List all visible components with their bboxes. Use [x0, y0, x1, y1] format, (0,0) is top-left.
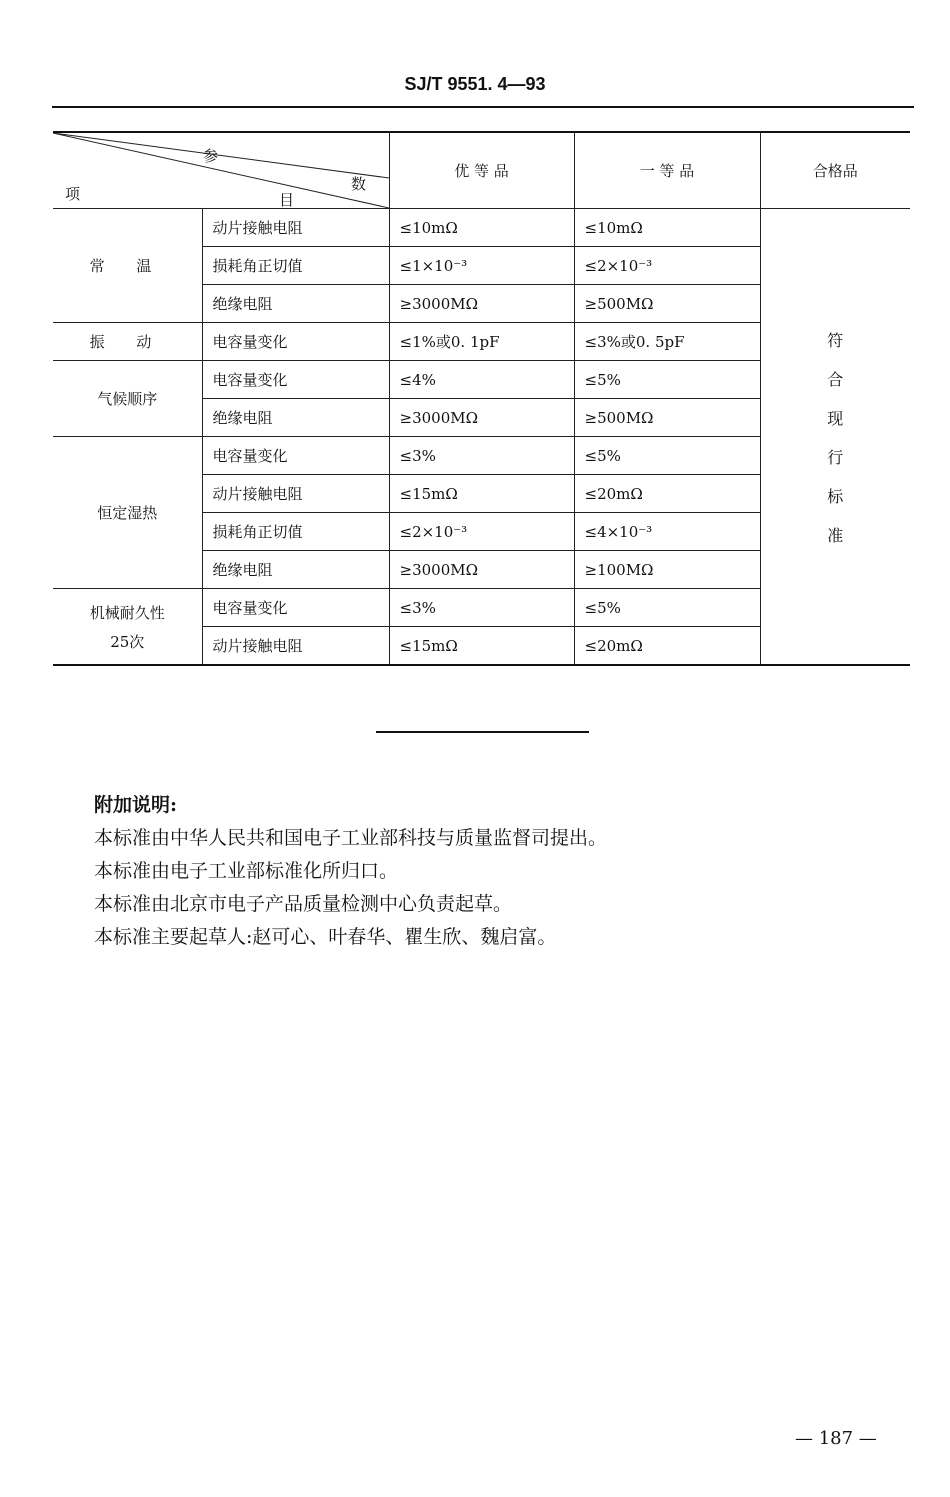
param-cell: 损耗角正切值 — [202, 513, 389, 551]
premium-value: ≤15mΩ — [389, 475, 574, 513]
param-cell: 绝缘电阻 — [202, 399, 389, 437]
group-label-line1: 机械耐久性 — [89, 603, 165, 622]
notes-line: 本标准主要起草人:赵可心、叶春华、瞿生欣、魏启富。 — [94, 926, 557, 948]
notes-line: 本标准由电子工业部标准化所归口。 — [94, 860, 399, 882]
spec-table — [53, 131, 910, 666]
qualified-char: 行 — [827, 447, 844, 467]
first-grade-value: ≤20mΩ — [574, 475, 760, 513]
first-grade-value: ≤20mΩ — [574, 627, 760, 666]
premium-value: ≥3000MΩ — [389, 399, 574, 437]
notes-line: 本标准由北京市电子产品质量检测中心负责起草。 — [94, 893, 513, 915]
first-grade-value: ≤10mΩ — [574, 209, 760, 247]
diag-label-top: 参 — [203, 147, 219, 165]
diagonal-header-cell — [53, 132, 389, 209]
first-grade-value: ≥100MΩ — [574, 551, 760, 589]
group-label: 气候顺序 — [53, 361, 202, 437]
param-cell: 损耗角正切值 — [202, 247, 389, 285]
param-cell: 电容量变化 — [202, 323, 389, 361]
group-label: 振 动 — [53, 323, 202, 361]
qualified-char: 现 — [827, 408, 844, 428]
premium-value: ≥3000MΩ — [389, 285, 574, 323]
group-label-line2: 25次 — [110, 632, 145, 651]
qualified-char: 准 — [827, 525, 844, 545]
param-cell: 绝缘电阻 — [202, 551, 389, 589]
first-grade-value: ≤3%或0. 5pF — [574, 323, 760, 361]
first-grade-value: ≤5% — [574, 361, 760, 399]
premium-value: ≤1×10⁻³ — [389, 247, 574, 285]
qualified-char: 合 — [827, 369, 844, 389]
first-grade-value: ≥500MΩ — [574, 399, 760, 437]
param-cell: 电容量变化 — [202, 589, 389, 627]
col-header-premium: 优 等 品 — [389, 132, 574, 209]
notes-title: 附加说明: — [94, 794, 178, 816]
premium-value: ≤3% — [389, 437, 574, 475]
table-row — [53, 209, 910, 247]
group-label: 常 温 — [53, 209, 202, 323]
notes-line: 本标准由中华人民共和国电子工业部科技与质量监督司提出。 — [94, 827, 608, 849]
document-code-header: SJ/T 9551. 4—93 — [404, 74, 546, 94]
qualified-cell — [760, 209, 910, 666]
page-number: — 187 — — [795, 1428, 877, 1449]
header-rule — [52, 106, 914, 108]
qualified-char: 符 — [827, 330, 844, 350]
param-cell: 电容量变化 — [202, 361, 389, 399]
diag-label-left: 项 — [65, 185, 81, 203]
diag-label-right: 数 — [351, 175, 367, 193]
premium-value: ≤2×10⁻³ — [389, 513, 574, 551]
qualified-char: 标 — [827, 486, 844, 506]
first-grade-value: ≤2×10⁻³ — [574, 247, 760, 285]
col-header-first-grade: 一 等 品 — [574, 132, 760, 209]
first-grade-value: ≤5% — [574, 589, 760, 627]
param-cell: 动片接触电阻 — [202, 475, 389, 513]
table-header-row — [53, 132, 910, 209]
first-grade-value: ≤5% — [574, 437, 760, 475]
additional-notes — [94, 789, 607, 954]
section-divider — [376, 731, 589, 733]
first-grade-value: ≥500MΩ — [574, 285, 760, 323]
param-cell: 电容量变化 — [202, 437, 389, 475]
param-cell: 动片接触电阻 — [202, 627, 389, 666]
diagonal-lines — [53, 133, 389, 208]
diag-label-bottom: 目 — [279, 191, 295, 209]
premium-value: ≤4% — [389, 361, 574, 399]
col-header-qualified: 合格品 — [760, 132, 910, 209]
group-label — [53, 589, 202, 666]
premium-value: ≤10mΩ — [389, 209, 574, 247]
premium-value: ≤1%或0. 1pF — [389, 323, 574, 361]
group-label: 恒定湿热 — [53, 437, 202, 589]
param-cell: 绝缘电阻 — [202, 285, 389, 323]
qualified-vertical-text — [771, 328, 901, 546]
premium-value: ≤3% — [389, 589, 574, 627]
premium-value: ≥3000MΩ — [389, 551, 574, 589]
first-grade-value: ≤4×10⁻³ — [574, 513, 760, 551]
param-cell: 动片接触电阻 — [202, 209, 389, 247]
premium-value: ≤15mΩ — [389, 627, 574, 666]
